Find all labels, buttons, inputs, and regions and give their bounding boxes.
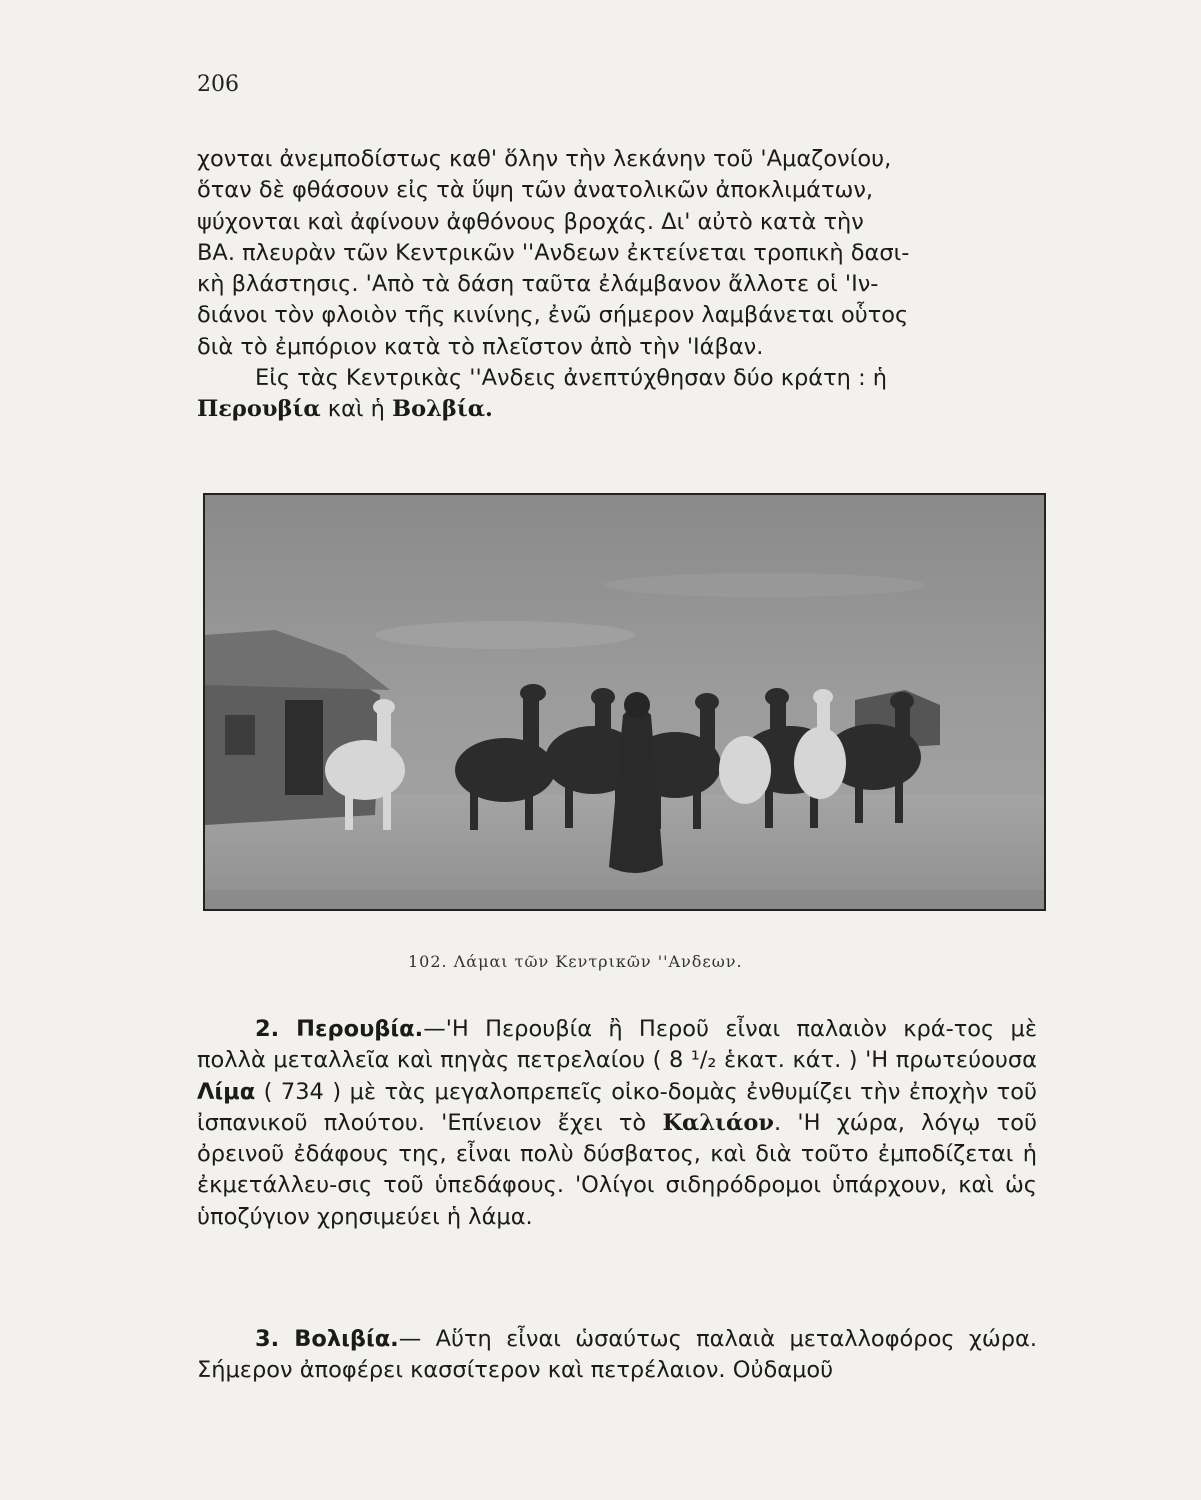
bolivia-text: Αὕτη εἶναι ὡσαύτως παλαιὰ μεταλλοφόρος χώρα. Σήμερον ἀποφέρει κασσίτερον καὶ πετρέλαιον. Οὐδαμοῦ bbox=[197, 1326, 1037, 1384]
peru-text: ἑκατ. κάτ. ) 'Η πρωτεύουσα bbox=[716, 1047, 1037, 1074]
intro-countries bbox=[197, 394, 1037, 425]
text-line: ὅταν δὲ φθάσουν εἰς τὰ ὕψη τῶν ἀνατολικῶν ἀποκλιμάτων, bbox=[197, 177, 874, 204]
bolivia-separator: — bbox=[398, 1326, 436, 1352]
peru-text: 'Η Περουβία ἢ Περοῦ εἶναι παλαιὸν κρά-τος μὲ πολλὰ μεταλλεῖα καὶ πηγὰς πετρελαίου ( 8 bbox=[197, 1016, 1038, 1074]
peru-section bbox=[197, 1014, 1037, 1233]
bolivia-section bbox=[197, 1324, 1037, 1387]
bolivia-heading: 3. Βολιβία. bbox=[255, 1326, 399, 1352]
text-line: ψύχονται καὶ ἀφίνουν ἀφθόνους βροχάς. Δι' αὐτὸ κατὰ τὴν bbox=[197, 208, 864, 235]
peru-fraction: ¹/₂ bbox=[690, 1047, 717, 1074]
peru-capital: Λίμα bbox=[197, 1078, 256, 1105]
intro-end: . bbox=[485, 396, 493, 423]
text-line: διάνοι τὸν φλοιὸν τῆς κινίνης, ἐνῶ σήμερον λαμβάνεται οὗτος bbox=[197, 302, 909, 329]
text-line: διὰ τὸ ἐμπόριον κατὰ τὸ πλεῖστον ἀπὸ τὴν 'Ιάβαν. bbox=[197, 333, 764, 360]
text-line: ΒΑ. πλευρὰν τῶν Κεντρικῶν ''Ανδεων ἐκτείνεται τροπικὴ δασι- bbox=[197, 239, 910, 266]
figure-caption: 102. Λάμαι τῶν Κεντρικῶν ''Ανδεων. bbox=[408, 952, 743, 971]
country-bolivia: Βολβία bbox=[392, 396, 486, 423]
peru-paragraph bbox=[197, 1014, 1037, 1233]
page-number: 206 bbox=[197, 72, 239, 97]
intro-paragraph bbox=[197, 363, 1037, 394]
intro-line: Εἰς τὰς Κεντρικὰς ''Ανδεις ἀνεπτύχθησαν δύο κράτη : ἡ bbox=[255, 365, 888, 392]
peru-text: ( 734 ) μὲ τὰς μεγαλοπρεπεῖς οἰκο-δομὰς ἐνθυμίζει τὴν ἐποχὴν τοῦ ἰσπανικοῦ πλούτου. 'Επίνειον ἔχει τὸ bbox=[197, 1078, 1037, 1136]
text-line: κὴ βλάστησις. 'Απὸ τὰ δάση ταῦτα ἐλάμβανον ἄλλοτε οἱ 'Ιν- bbox=[197, 271, 879, 298]
text-line: χονται ἀνεμποδίστως καθ' ὅλην τὴν λεκάνην τοῦ 'Αμαζονίου, bbox=[197, 146, 892, 172]
peru-heading: 2. Περουβία. bbox=[255, 1016, 424, 1042]
llamas-photo bbox=[203, 493, 1046, 911]
top-paragraph bbox=[197, 144, 1037, 426]
peru-port: Καλιάον bbox=[662, 1109, 774, 1136]
country-peru: Περουβία bbox=[197, 396, 321, 423]
bolivia-paragraph bbox=[197, 1324, 1037, 1387]
intro-conjunction: καὶ ἡ bbox=[320, 396, 393, 423]
peru-separator: — bbox=[423, 1016, 446, 1042]
peru-text: . 'Η χώρα, λόγῳ τοῦ ὀρεινοῦ ἐδάφους της, εἶναι πολὺ δύσβατος, καὶ διὰ τοῦτο ἐμποδίζεται ἡ ἐκμετάλλευ-σις τοῦ ὑπεδάφους. 'Ολίγοι σιδηρόδρομοι ὑπάρχουν, καὶ ὡς ὑποζύγιον χρησιμεύει ἡ λάμα. bbox=[197, 1109, 1037, 1230]
